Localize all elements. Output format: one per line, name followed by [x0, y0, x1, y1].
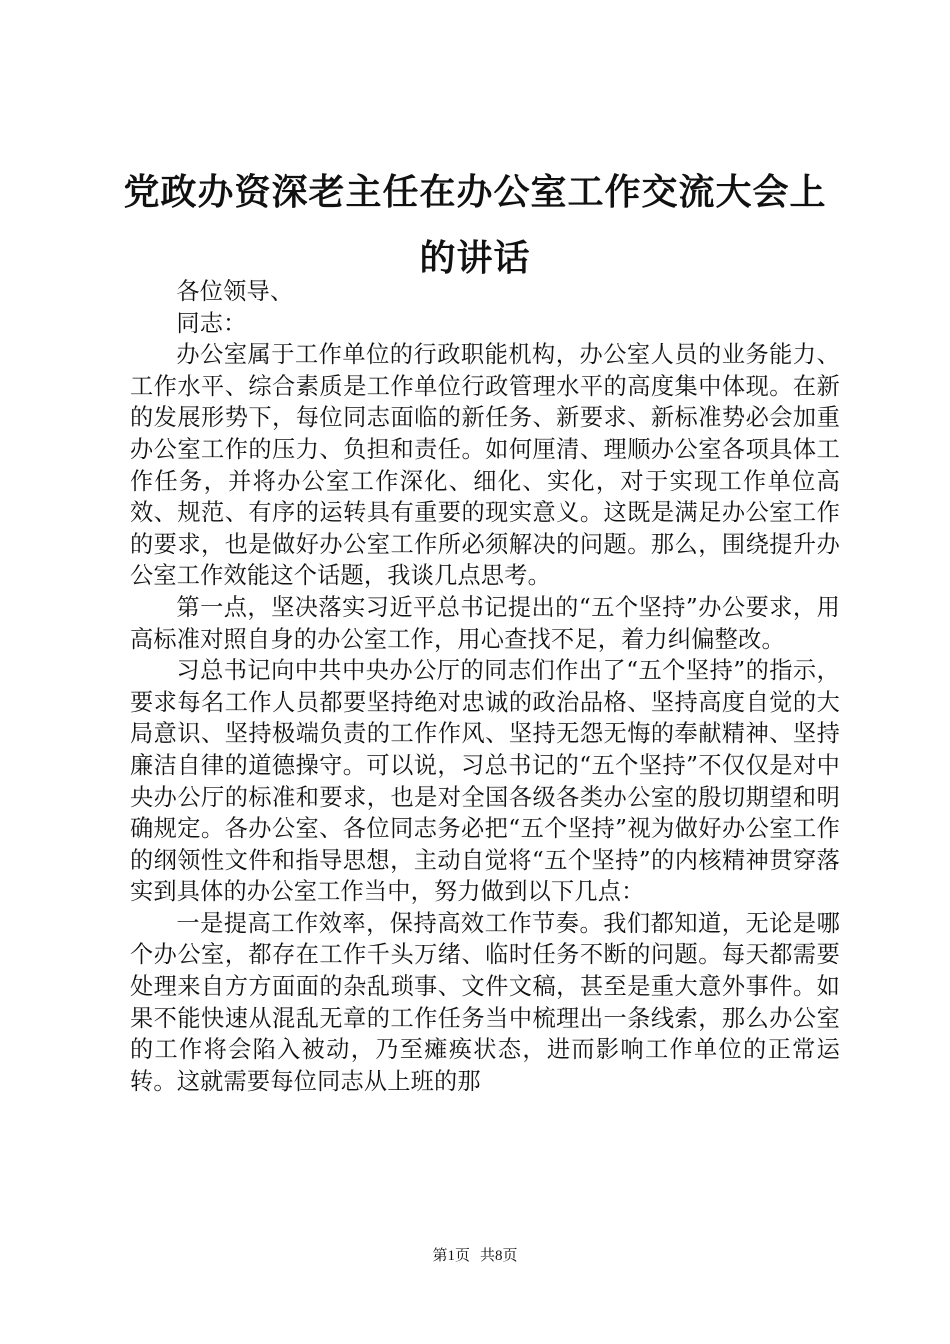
page-footer [0, 1246, 950, 1266]
paragraph-five-adherences: 习总书记向中共中央办公厅的同志们作出了“五个坚持”的指示，要求每名工作人员都要坚持绝对忠诚的政治品格、坚持高度自觉的大局意识、坚持极端负责的工作作风、坚持无怨无悔的奉献精神、坚持廉洁自律的道德操守。可以说，习总书记的“五个坚持”不仅仅是对中央办公厅的标准和要求，也是对全国各级各类办公室的殷切期望和明确规定。各办公室、各位同志务必把“五个坚持”视为做好办公室工作的纲领性文件和指导思想，主动自觉将“五个坚持”的内核精神贯穿落实到具体的办公室工作当中，努力做到以下几点： [130, 657, 840, 906]
document-title: 党政办资深老主任在办公室工作交流大会上的讲话 [123, 172, 827, 279]
document-body [130, 276, 840, 1097]
paragraph-salutation-2: 同志： [176, 309, 247, 337]
page-total: 共8页 [480, 1248, 518, 1264]
paragraph-efficiency: 一是提高工作效率，保持高效工作节奏。我们都知道，无论是哪个办公室，都存在工作千头万绪、临时任务不断的问题。每天都需要处理来自方方面面的杂乱琐事、文件文稿，甚至是重大意外事件。如果不能快速从混乱无章的工作任务当中梳理出一条线索，那么办公室的工作将会陷入被动，乃至瘫痪状态，进而影响工作单位的正常运转。这就需要每位同志从上班的那 [130, 909, 840, 1095]
paragraph-intro: 办公室属于工作单位的行政职能机构，办公室人员的业务能力、工作水平、综合素质是工作单位行政管理水平的高度集中体现。在新的发展形势下，每位同志面临的新任务、新要求、新标准势必会加重办公室工作的压力、负担和责任。如何厘清、理顺办公室各项具体工作任务，并将办公室工作深化、细化、实化，对于实现工作单位高效、规范、有序的运转具有重要的现实意义。这既是满足办公室工作的要求，也是做好办公室工作所必须解决的问题。那么，围绕提升办公室工作效能这个话题，我谈几点思考。 [130, 341, 840, 590]
page-number: 第1页 [432, 1248, 470, 1264]
paragraph-salutation-1: 各位领导、 [176, 278, 294, 305]
paragraph-point-one: 第一点，坚决落实习近平总书记提出的“五个坚持”办公要求，用高标准对照自身的办公室工作，用心查找不足，着力纠偏整改。 [130, 593, 840, 653]
